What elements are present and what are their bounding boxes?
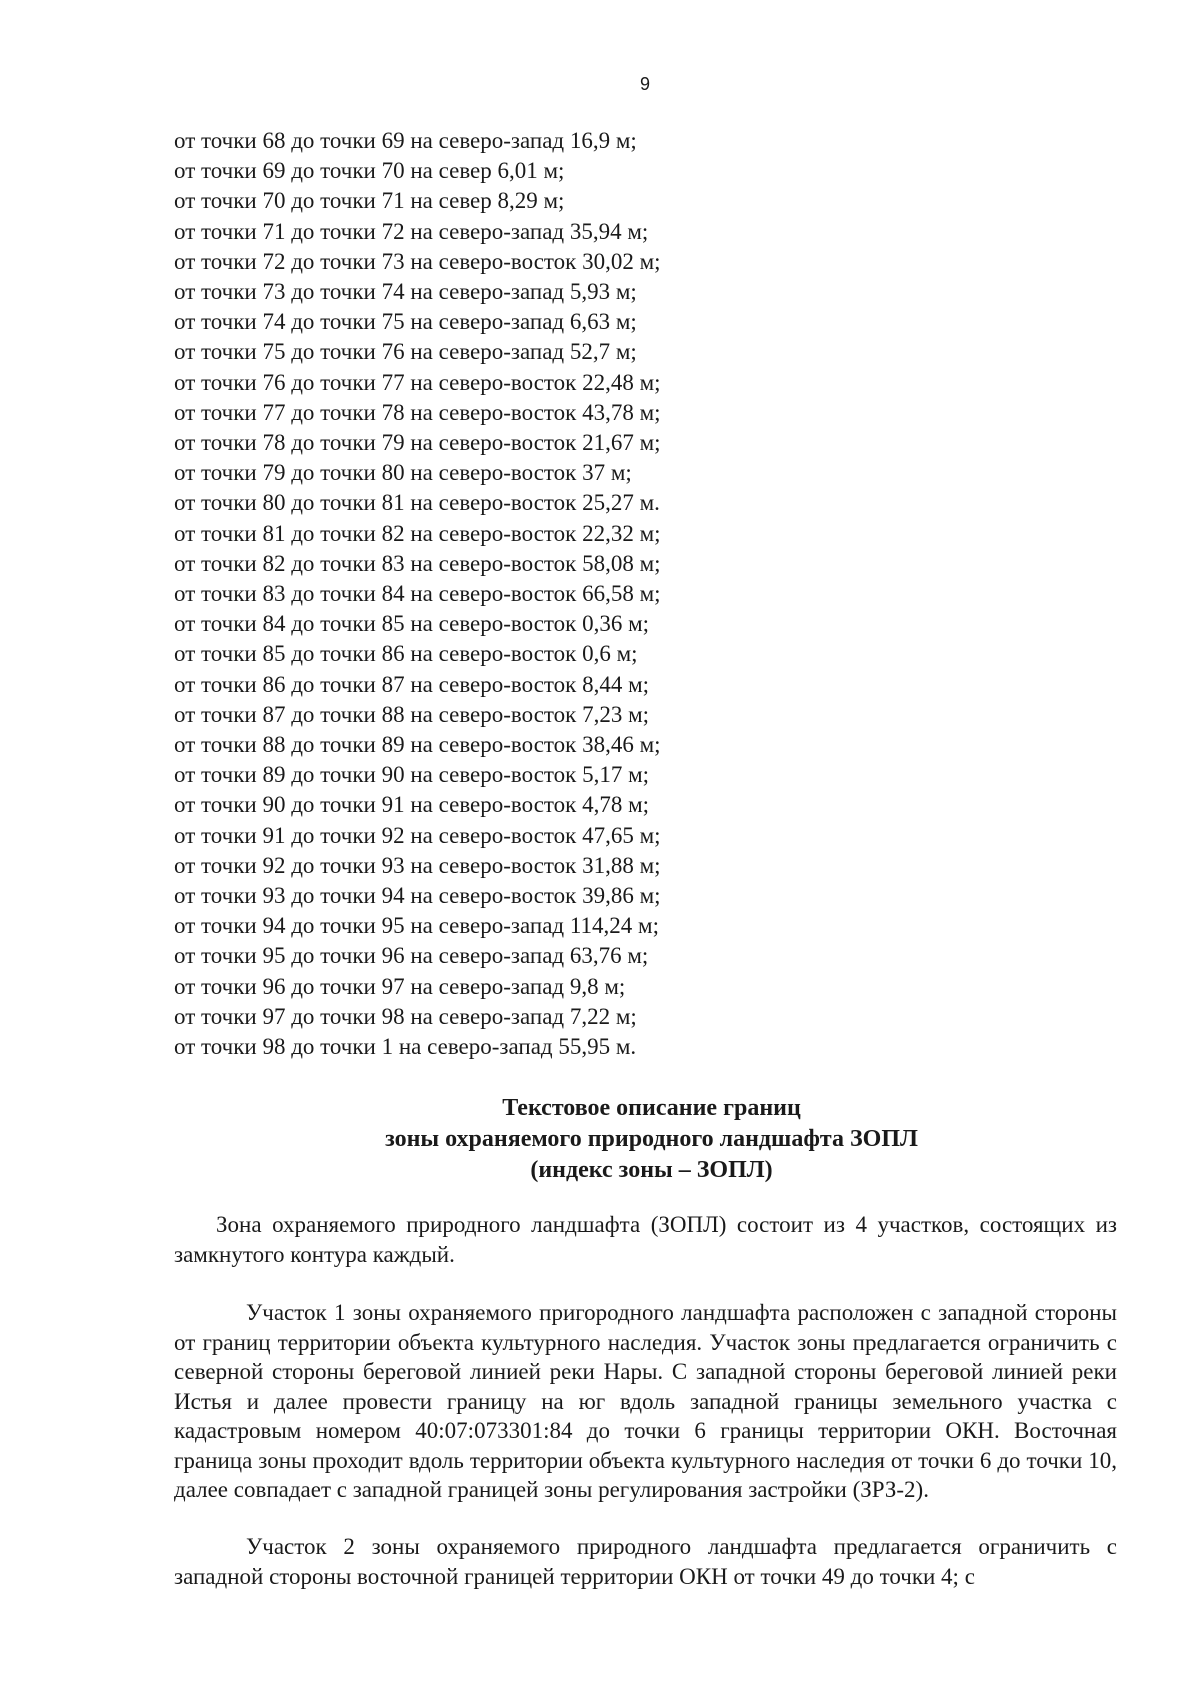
- segment-line: от точки 85 до точки 86 на северо-восток 0,6 м;: [174, 641, 638, 667]
- segment-line: от точки 72 до точки 73 на северо-восток 30,02 м;: [174, 248, 661, 274]
- segment-line: от точки 93 до точки 94 на северо-восток 39,86 м;: [174, 883, 661, 909]
- segment-line: от точки 70 до точки 71 на север 8,29 м;: [174, 188, 565, 214]
- segment-line: от точки 68 до точки 69 на северо-запад 16,9 м;: [174, 128, 637, 153]
- segment-line: от точки 69 до точки 70 на север 6,01 м;: [174, 158, 565, 184]
- heading-line: зоны охраняемого природного ландшафта ЗОПЛ: [385, 1126, 918, 1152]
- segment-line: от точки 71 до точки 72 на северо-запад 35,94 м;: [174, 218, 649, 244]
- segment-line: от точки 97 до точки 98 на северо-запад 7,22 м;: [174, 1003, 637, 1029]
- segment-line: от точки 74 до точки 75 на северо-запад 6,63 м;: [174, 309, 637, 335]
- segment-line: от точки 84 до точки 85 на северо-восток 0,36 м;: [174, 611, 650, 637]
- boundary-segment-list: [174, 126, 1074, 1062]
- segment-line: от точки 83 до точки 84 на северо-восток 66,58 м;: [174, 581, 661, 607]
- segment-line: от точки 82 до точки 83 на северо-восток 58,08 м;: [174, 550, 661, 576]
- segment-line: от точки 78 до точки 79 на северо-восток 21,67 м;: [174, 430, 661, 456]
- plot-1-paragraph: Участок 1 зоны охраняемого пригородного ландшафта расположен с западной стороны от границ территории объекта культурного наследия. Участок зоны предлагается ограничить с северной стороны береговой линией реки Нары. С западной стороны береговой линией реки Истья и далее провести границу на юг вдоль западной границы земельного участка с кадастровым номером 40:07:073301:84 до точки 6 границы территории ОКН. Восточная граница зоны проходит вдоль территории объекта культурного наследия от точки 6 до точки 10, далее совпадает с западной границей зоны регулирования застройки (ЗРЗ-2).: [174, 1300, 1117, 1502]
- segment-line: от точки 90 до точки 91 на северо-восток 4,78 м;: [174, 792, 650, 818]
- segment-line: от точки 95 до точки 96 на северо-запад 63,76 м;: [174, 943, 649, 969]
- segment-line: от точки 79 до точки 80 на северо-восток 37 м;: [174, 460, 632, 486]
- segment-line: от точки 92 до точки 93 на северо-восток 31,88 м;: [174, 852, 661, 878]
- segment-line: от точки 89 до точки 90 на северо-восток 5,17 м;: [174, 762, 650, 788]
- segment-line: от точки 94 до точки 95 на северо-запад 114,24 м;: [174, 913, 659, 939]
- segment-line: от точки 75 до точки 76 на северо-запад 52,7 м;: [174, 339, 637, 365]
- segment-line: от точки 80 до точки 81 на северо-восток 25,27 м.: [174, 490, 660, 516]
- segment-line: от точки 87 до точки 88 на северо-восток 7,23 м;: [174, 701, 650, 727]
- segment-line: от точки 96 до точки 97 на северо-запад 9,8 м;: [174, 973, 626, 999]
- page-number: 9: [639, 74, 650, 94]
- segment-line: от точки 77 до точки 78 на северо-восток 43,78 м;: [174, 399, 661, 425]
- segment-line: от точки 73 до точки 74 на северо-запад 5,93 м;: [174, 279, 637, 305]
- plot-2-paragraph: Участок 2 зоны охраняемого природного ландшафта предлагается ограничить с западной стороны восточной границей территории ОКН от точки 49 до точки 4; с: [174, 1534, 1117, 1589]
- segment-line: от точки 86 до точки 87 на северо-восток 8,44 м;: [174, 671, 650, 697]
- segment-line: от точки 81 до точки 82 на северо-восток 22,32 м;: [174, 520, 661, 546]
- intro-paragraph: Зона охраняемого природного ландшафта (ЗОПЛ) состоит из 4 участков, состоящих из замкнутого контура каждый.: [174, 1212, 1117, 1267]
- segment-line: от точки 76 до точки 77 на северо-восток 22,48 м;: [174, 369, 661, 395]
- section-heading: [174, 1093, 1129, 1186]
- segment-line: от точки 98 до точки 1 на северо-запад 55,95 м.: [174, 1034, 637, 1060]
- heading-line: (индекс зоны – ЗОПЛ): [530, 1157, 773, 1183]
- segment-line: от точки 91 до точки 92 на северо-восток 47,65 м;: [174, 822, 661, 848]
- heading-line: Текстовое описание границ: [502, 1095, 801, 1121]
- segment-line: от точки 88 до точки 89 на северо-восток 38,46 м;: [174, 732, 661, 758]
